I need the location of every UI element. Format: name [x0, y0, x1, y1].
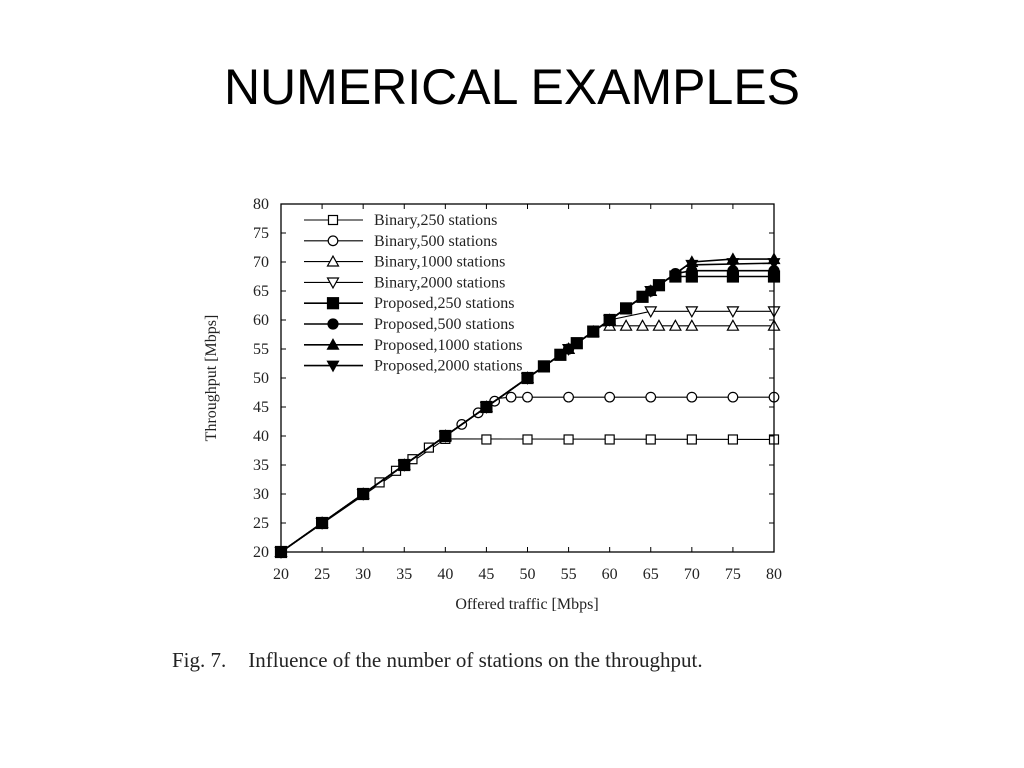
- series-line: [281, 263, 774, 552]
- y-tick-label: 55: [253, 341, 269, 358]
- data-point: [523, 435, 532, 444]
- legend-entry: [304, 233, 497, 250]
- slide-title: NUMERICAL EXAMPLES: [223, 59, 801, 115]
- legend-label: Proposed,1000 stations: [374, 336, 523, 354]
- legend-entry: [304, 254, 505, 271]
- x-tick-label: 60: [601, 566, 618, 583]
- series-line: [281, 311, 774, 552]
- y-tick-label: 75: [253, 225, 269, 242]
- data-point: [687, 392, 697, 402]
- x-tick-label: 40: [437, 566, 454, 583]
- data-point: [605, 435, 614, 444]
- legend-label: Proposed,250 stations: [374, 295, 515, 313]
- series-line: [281, 277, 774, 553]
- legend-label: Binary,500 stations: [374, 232, 498, 250]
- series-1: [277, 434, 779, 556]
- series-5: [276, 271, 780, 558]
- y-tick-label: 25: [253, 515, 269, 532]
- legend-marker: [329, 216, 338, 225]
- legend-entry: [304, 316, 514, 333]
- caption-text: Influence of the number of stations on the throughput.: [248, 648, 703, 672]
- legend-entry: [304, 295, 514, 312]
- legend-label: Binary,1000 stations: [374, 253, 506, 271]
- data-point: [482, 435, 491, 444]
- data-point: [646, 435, 655, 444]
- legend-label: Binary,250 stations: [374, 212, 498, 229]
- series-line: [281, 439, 774, 552]
- legend-label: Proposed,500 stations: [374, 316, 515, 333]
- data-point: [523, 392, 533, 402]
- y-tick-label: 35: [253, 457, 269, 474]
- x-tick-label: 65: [642, 566, 659, 583]
- y-tick-label: 65: [253, 283, 269, 300]
- x-tick-label: 20: [273, 566, 289, 583]
- x-tick-label: 80: [766, 566, 782, 583]
- y-tick-label: 45: [253, 399, 269, 416]
- legend-entry: [304, 358, 522, 375]
- figure-caption: [172, 648, 703, 673]
- y-tick-label: 70: [253, 254, 269, 271]
- y-tick-label: 50: [253, 370, 269, 387]
- legend-entry: [304, 212, 497, 229]
- x-tick-label: 45: [478, 566, 495, 583]
- legend-marker: [328, 236, 338, 246]
- y-tick-label: 80: [253, 196, 269, 213]
- series-7: [276, 254, 780, 557]
- series-line: [281, 271, 774, 552]
- legend-marker: [328, 278, 339, 288]
- y-tick-label: 40: [253, 428, 269, 445]
- data-point: [728, 435, 737, 444]
- x-tick-label: 70: [683, 566, 700, 583]
- x-axis-label: Offered traffic [Mbps]: [455, 596, 599, 613]
- data-point: [646, 392, 656, 402]
- data-point: [564, 392, 574, 402]
- data-point: [564, 435, 573, 444]
- legend-label: Proposed,2000 stations: [374, 357, 523, 375]
- legend-entry: [304, 274, 505, 291]
- legend-marker: [328, 256, 339, 266]
- series-line: [281, 397, 774, 552]
- data-point: [687, 435, 696, 444]
- x-tick-label: 25: [314, 566, 331, 583]
- y-tick-label: 20: [253, 544, 269, 561]
- legend-entry: [304, 337, 522, 354]
- legend-label: Binary,2000 stations: [374, 274, 506, 292]
- x-tick-label: 50: [519, 566, 536, 583]
- y-tick-label: 60: [253, 312, 269, 329]
- y-tick-label: 30: [253, 486, 269, 503]
- legend-marker: [328, 319, 338, 329]
- data-point: [605, 392, 615, 402]
- x-tick-label: 55: [560, 566, 577, 583]
- data-point: [728, 392, 738, 402]
- data-point: [506, 392, 516, 402]
- caption-figure-number: Fig. 7.: [172, 648, 227, 672]
- x-tick-label: 35: [396, 566, 413, 583]
- x-tick-label: 75: [724, 566, 741, 583]
- series-6: [276, 266, 779, 557]
- x-tick-label: 30: [355, 566, 372, 583]
- y-axis-label: Throughput [Mbps]: [203, 314, 220, 442]
- series-2: [276, 392, 779, 556]
- legend-marker: [328, 298, 339, 309]
